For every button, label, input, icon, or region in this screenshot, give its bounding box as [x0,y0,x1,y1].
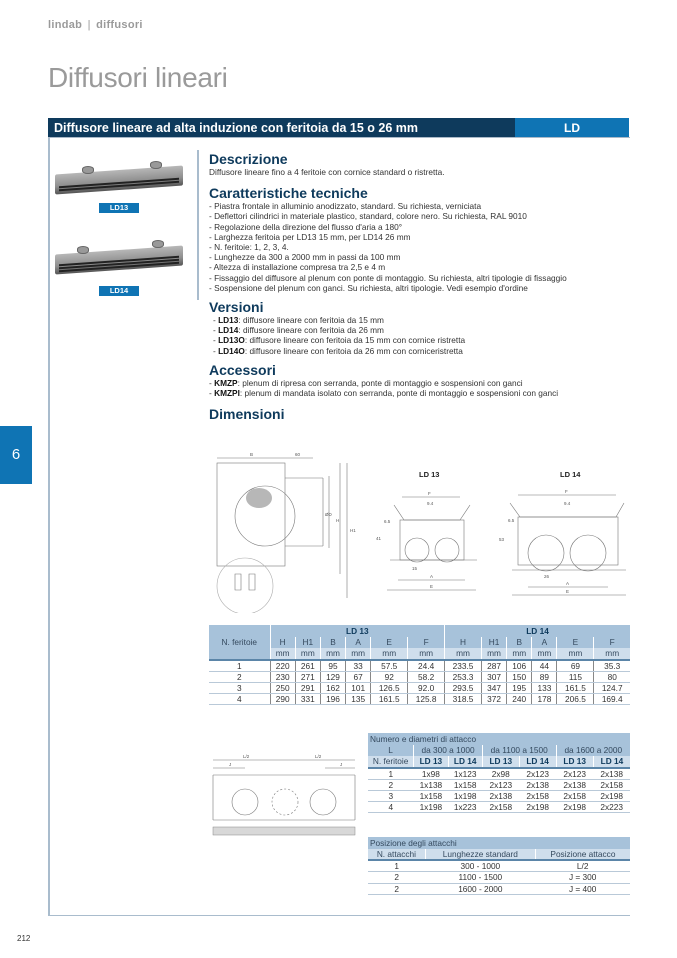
section-descrizione [209,152,634,177]
ld13-dim-65: 6.5 [384,519,391,524]
table-row [368,801,630,812]
ld13-dim-15: 15 [412,566,418,571]
attacco-range: da 300 a 1000 [414,745,483,757]
table-cell: 2x138 [482,790,519,801]
table-cell: 2x123 [482,779,519,790]
ld13-dim-41: 41 [376,536,382,541]
ld14-dim-94: 9.4 [564,501,571,506]
table-cell: 24.4 [408,660,445,672]
posizione-header: N. attacchi [368,849,425,861]
col-header-e: E [557,637,594,649]
connection-diameters-table [368,733,630,813]
table-cell: 101 [346,682,371,693]
table-cell: 92 [371,671,408,682]
page-number: 212 [17,934,31,943]
table-cell: 2x138 [556,779,593,790]
section-caratteristiche [209,186,634,293]
plan-dim-l2a: L/2 [243,754,250,759]
table-cell: 1x198 [448,790,482,801]
table-cell: 44 [532,660,557,672]
table-cell: 300 - 1000 [425,860,535,872]
table-cell: 2x138 [593,768,630,780]
table-cell: 161.5 [557,682,594,693]
col-header-e: E [371,637,408,649]
ld13-dim-f: F [428,491,431,496]
attacco-caption: Numero e diametri di attacco [368,733,630,745]
row-label: 3 [209,682,270,693]
table-row [368,779,630,790]
attacco-sub-header: LD 14 [448,756,482,768]
frame-bottom-border [48,915,630,916]
attacco-sub-header: LD 14 [593,756,630,768]
versioni-item: - LD13: diffusore lineare con feritoia da 15 mm [213,315,384,326]
table-cell: 80 [594,671,630,682]
row-label: 3 [368,790,414,801]
unit-header: mm [371,648,408,660]
table-cell: 2 [368,883,425,895]
section-dimensioni [209,407,634,422]
ld14-dim-26: 26 [544,574,550,579]
ld14-section-drawing [498,465,633,600]
section-accessori [209,363,634,398]
unit-header: mm [270,648,295,660]
ld14-title: LD 14 [560,470,581,479]
col-header-h1: H1 [481,637,506,649]
table-cell: 67 [346,671,371,682]
table-cell: 271 [295,671,320,682]
table-cell: 290 [270,693,295,704]
table-cell: 124.7 [594,682,630,693]
attacco-sub-header: LD 13 [556,756,593,768]
row-label: 2 [368,779,414,790]
unit-header: mm [295,648,320,660]
table-cell: 293.5 [445,682,482,693]
ld13-dim-e: E [430,584,434,589]
table-cell: 150 [507,671,532,682]
table-cell: 133 [532,682,557,693]
caratteristiche-item: - Lunghezze da 300 a 2000 mm in passi da 100 mm [209,252,401,263]
table-cell: 2x198 [593,790,630,801]
caratteristiche-item: - Piastra frontale in alluminio anodizzato, standard. Su richiesta, verniciata [209,201,482,212]
page-title: Diffusori lineari [48,62,228,93]
versioni-item: - LD14O: diffusore lineare con feritoia da 26 mm con corniceristretta [213,345,463,356]
table-cell: 287 [481,660,506,672]
col-header-b: B [507,637,532,649]
ld13-dim-a: A [430,574,434,579]
table-cell: 1x138 [414,779,448,790]
dim-h: H [336,518,340,523]
plan-dim-jb: J [340,762,343,767]
col-header-h: H [445,637,482,649]
table-cell: 2x223 [593,801,630,812]
table-cell: 372 [481,693,506,704]
table-cell: 161.5 [371,693,408,704]
table-row [368,790,630,801]
table-cell: 2 [368,872,425,884]
table-cell: 1x123 [448,768,482,780]
col-header-h1: H1 [295,637,320,649]
table-cell: 178 [532,693,557,704]
table-cell: 206.5 [557,693,594,704]
table-row [368,883,630,895]
ld14-dim-a: A [566,581,570,586]
table-cell: 106 [507,660,532,672]
table-cell: 2x158 [593,779,630,790]
col-header-b: B [320,637,345,649]
col-header-f: F [408,637,445,649]
unit-header: mm [408,648,445,660]
table-cell: 2x158 [482,801,519,812]
col-n-feritoie: N. feritoie [209,625,270,660]
table-row [209,682,630,693]
table-cell: 1x223 [448,801,482,812]
table-cell: 1100 - 1500 [425,872,535,884]
accessori-heading: Accessori [209,361,276,378]
unit-header: mm [507,648,532,660]
product-code: LD [515,118,629,137]
table-cell: 195 [507,682,532,693]
table-cell: 261 [295,660,320,672]
caratteristiche-item: - N. feritoie: 1, 2, 3, 4. [209,242,289,253]
table-cell: 125.8 [408,693,445,704]
ld14-dim-f: F [565,489,568,494]
caratteristiche-item: - Altezza di installazione compresa tra 2,5 e 4 m [209,262,386,273]
table-cell: 233.5 [445,660,482,672]
col-header-a: A [532,637,557,649]
row-label: 4 [209,693,270,704]
ld14-dim-e: E [566,589,570,594]
group-ld14: LD 14 [445,625,630,637]
table-cell: 129 [320,671,345,682]
table-cell: 220 [270,660,295,672]
posizione-header: Lunghezze standard [425,849,535,861]
side-section-drawing [205,448,370,613]
attacco-sub-header: LD 13 [482,756,519,768]
brand-header [48,19,143,31]
table-cell: 1600 - 2000 [425,883,535,895]
col-header-f: F [594,637,630,649]
ld14-dim-53: 53 [499,537,505,542]
table-cell: 347 [481,682,506,693]
table-cell: 291 [295,682,320,693]
row-label: 4 [368,801,414,812]
descrizione-heading: Descrizione [209,151,288,167]
unit-header: mm [594,648,630,660]
unit-header: mm [532,648,557,660]
table-cell: 89 [532,671,557,682]
brand-section: diffusori [96,19,143,31]
attacco-sub-header: LD 14 [519,756,556,768]
table-cell: 196 [320,693,345,704]
dim-b: B [250,452,254,457]
caratteristiche-item: - Fissaggio del diffusore al plenum con ponte di montaggio. Su richiesta, altri tipologie di fissaggio [209,272,567,283]
ld13-section-drawing [372,465,482,595]
unit-header: mm [557,648,594,660]
table-cell: 2x198 [556,801,593,812]
table-cell: 1x158 [414,790,448,801]
versioni-item: - LD13O: diffusore lineare con feritoia da 15 mm con cornice ristretta [213,335,466,346]
caratteristiche-item: - Larghezza feritoia per LD13 15 mm, per LD14 26 mm [209,231,411,242]
table-cell: 1 [368,860,425,872]
damper-hatch [246,488,272,508]
table-row [368,768,630,780]
table-row [209,693,630,704]
caratteristiche-heading: Caratteristiche tecniche [209,185,368,202]
table-cell: J = 300 [535,872,630,884]
attacco-l-label: L [368,745,414,757]
col-header-h: H [270,637,295,649]
table-cell: 318.5 [445,693,482,704]
dim-h1: H1 [350,528,356,533]
table-row [209,660,630,672]
connection-position-table [368,837,630,895]
accessori-item: - KMZP: plenum di ripresa con serranda, ponte di montaggio e sospensioni con ganci [209,377,523,388]
table-cell: 307 [481,671,506,682]
table-cell: 2x198 [519,801,556,812]
table-cell: 95 [320,660,345,672]
posizione-caption: Posizione degli attacchi [368,837,630,849]
dimensioni-heading: Dimensioni [209,406,285,423]
descrizione-text: Diffusore lineare fino a 4 feritoie con cornice standard o ristretta. [209,167,445,177]
table-cell: 69 [557,660,594,672]
table-cell: 169.4 [594,693,630,704]
table-cell: 162 [320,682,345,693]
versioni-heading: Versioni [209,299,264,316]
product-image-ld13 [55,160,185,200]
table-cell: 135 [346,693,371,704]
dimensions-table [209,625,630,705]
table-row [209,671,630,682]
attacco-sub-header: LD 13 [414,756,448,768]
ld13-dim-94: 9.4 [427,501,434,506]
plan-diffuser-strip [213,827,355,835]
row-label: 1 [209,660,270,672]
table-cell: 2x98 [482,768,519,780]
table-row [368,860,630,872]
frame-left-border [48,138,50,916]
row-label: 1 [368,768,414,780]
brand-separator: | [87,19,91,31]
table-cell: 57.5 [371,660,408,672]
brand-company: lindab [48,19,83,31]
ld14-dim-65: 6.5 [508,518,515,523]
table-cell: 2x158 [556,790,593,801]
unit-header: mm [346,648,371,660]
product-title: Diffusore lineare ad alta induzione con feritoia da 15 o 26 mm [48,118,515,137]
unit-header: mm [320,648,345,660]
table-cell: 1x158 [448,779,482,790]
table-cell: 1x98 [414,768,448,780]
row-label: 2 [209,671,270,682]
dim-60: 60 [295,452,301,457]
unit-header: mm [445,648,482,660]
table-cell: 58.2 [408,671,445,682]
table-cell: 92.0 [408,682,445,693]
product-label-ld14: LD14 [99,286,139,296]
plan-view-drawing [205,750,365,845]
caratteristiche-item: - Deflettori cilindrici in materiale plastico, standard, colore nero. Su richiesta, RAL 9010 [209,211,527,222]
attacco-range: da 1100 a 1500 [482,745,556,757]
product-header-bar [48,118,630,138]
plan-dim-ja: J [229,762,232,767]
unit-header: mm [481,648,506,660]
table-cell: 33 [346,660,371,672]
col-header-a: A [346,637,371,649]
table-cell: J = 400 [535,883,630,895]
table-cell: 2x138 [519,779,556,790]
plan-dim-l2b: L/2 [315,754,322,759]
table-cell: 126.5 [371,682,408,693]
table-cell: L/2 [535,860,630,872]
attacco-row-header: N. feritoie [368,756,414,768]
table-cell: 240 [507,693,532,704]
dim-od: ØD [325,512,332,517]
table-cell: 115 [557,671,594,682]
image-column-divider [197,150,199,300]
group-ld13: LD 13 [270,625,445,637]
attacco-range: da 1600 a 2000 [556,745,630,757]
table-cell: 2x158 [519,790,556,801]
ld13-title: LD 13 [419,470,440,479]
table-cell: 2x123 [519,768,556,780]
versioni-item: - LD14: diffusore lineare con feritoia da 26 mm [213,325,384,336]
description-content [209,152,634,429]
table-row [368,872,630,884]
product-image-ld14 [55,240,185,280]
table-cell: 230 [270,671,295,682]
posizione-header: Posizione attacco [535,849,630,861]
caratteristiche-item: - Sospensione del plenum con ganci. Su richiesta, altri tipologie. Vedi esempio d'ordine [209,282,528,293]
table-cell: 253.3 [445,671,482,682]
accessori-item: - KMZPI: plenum di mandata isolato con serranda, ponte di montaggio e sospensioni con ganci [209,388,559,399]
table-cell: 250 [270,682,295,693]
caratteristiche-item: - Regolazione della direzione del flusso d'aria a 180° [209,221,403,232]
table-cell: 35.3 [594,660,630,672]
section-versioni [209,300,634,356]
table-cell: 331 [295,693,320,704]
chapter-tab[interactable]: 6 [0,426,32,484]
table-cell: 1x198 [414,801,448,812]
table-cell: 2x123 [556,768,593,780]
product-label-ld13: LD13 [99,203,139,213]
